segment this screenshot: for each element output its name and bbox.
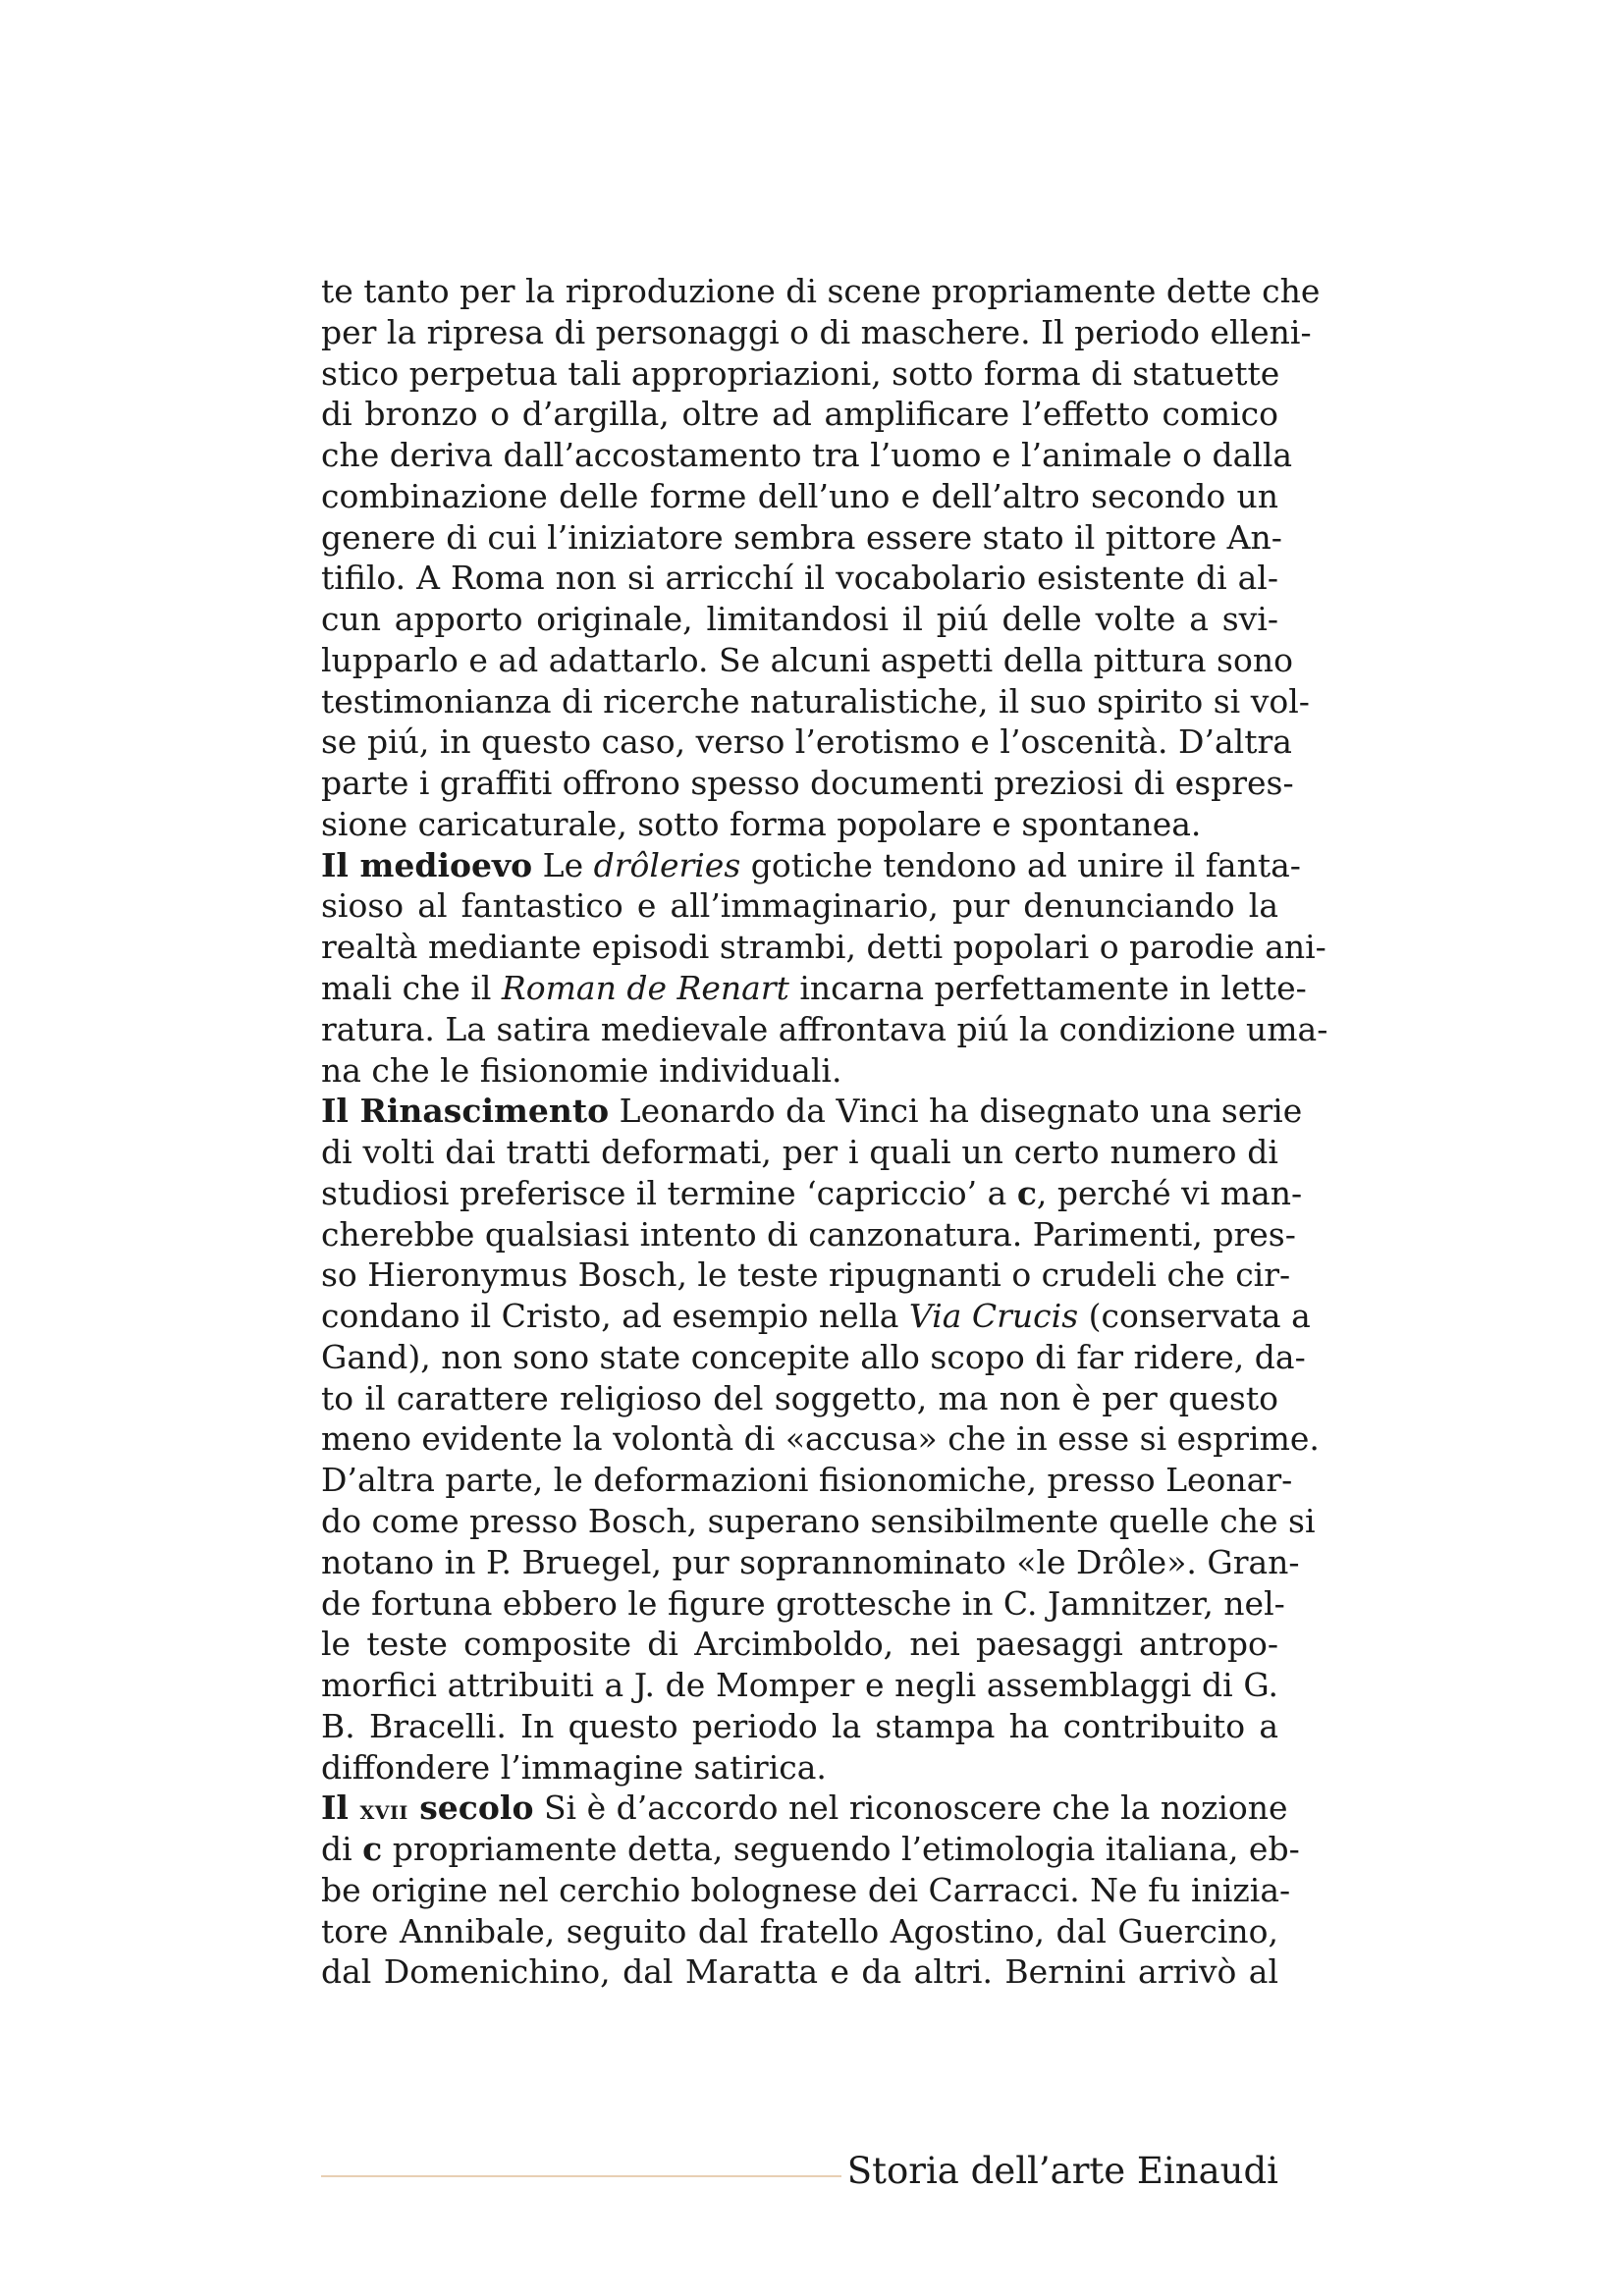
section-heading: Il	[321, 1789, 360, 1828]
text-line	[321, 1296, 1311, 1337]
text-line	[321, 1091, 1303, 1132]
text-line	[321, 517, 1282, 559]
text-line	[321, 1378, 1278, 1419]
text-run: be origine nel cerchio bolognese dei Carracci. Ne fu inizia-	[321, 1870, 1291, 1909]
text-line	[321, 1501, 1316, 1542]
text-line	[321, 968, 1307, 1009]
text-run: propriamente detta, seguendo l’etimologia italiana, eb-	[382, 1830, 1300, 1869]
text-line	[321, 1132, 1278, 1173]
text-run: to il carattere religioso del soggetto, ma non è per questo	[321, 1378, 1278, 1417]
text-run: condano il Cristo, ad esempio nella	[321, 1297, 909, 1336]
italic-title: Roman de Renart	[501, 969, 789, 1008]
text-run: cherebbe qualsiasi intento di canzonatura. Parimenti, pres-	[321, 1214, 1296, 1254]
text-run: studiosi preferisce il termine ‘capriccio’ a	[321, 1173, 1017, 1212]
text-line	[321, 1255, 1291, 1296]
text-line	[321, 1542, 1300, 1583]
italic-title: drôleries	[593, 845, 741, 884]
text-line	[321, 1418, 1320, 1460]
text-line	[321, 1214, 1296, 1255]
text-run: stico perpetua tali appropriazioni, sotto forma di statuette	[321, 353, 1280, 393]
text-run: , perché vi man-	[1036, 1173, 1303, 1212]
text-run: mali che il	[321, 969, 502, 1008]
text-run: Leonardo da Vinci ha disegnato una serie	[609, 1092, 1303, 1131]
text-run: Le	[532, 845, 594, 884]
text-run: per la ripresa di personaggi o di maschere. Il periodo elleni-	[321, 312, 1312, 351]
text-run: tore Annibale, seguito dal fratello Agostino, dal Guercino,	[321, 1911, 1278, 1950]
text-line	[321, 721, 1292, 763]
text-run: gotiche tendono ad unire il fanta-	[740, 845, 1301, 884]
text-line	[321, 476, 1278, 517]
text-line	[321, 1870, 1291, 1911]
text-run: cun apporto originale, limitandosi il piú delle volte a svi-	[321, 600, 1278, 639]
text-run: genere di cui l’iniziatore sembra essere stato il pittore An-	[321, 517, 1282, 557]
text-run: se piú, in questo caso, verso l’erotismo e l’oscenità. D’altra	[321, 722, 1292, 762]
section-heading: secolo	[407, 1789, 534, 1828]
text-line	[321, 845, 1301, 886]
text-line	[321, 1788, 1288, 1829]
text-line	[321, 1747, 1278, 1789]
text-run: notano in P. Bruegel, pur soprannominato «le Drôle». Gran-	[321, 1542, 1300, 1581]
text-line	[321, 1911, 1278, 1952]
text-line	[321, 1050, 1278, 1092]
text-run: morfici attribuiti a J. de Momper e negli assemblaggi di G.	[321, 1666, 1278, 1705]
text-run: sione caricaturale, sotto forma popolare e spontanea.	[321, 804, 1202, 843]
text-line	[321, 435, 1293, 476]
text-line	[321, 353, 1278, 395]
text-line	[321, 763, 1294, 804]
text-line	[321, 681, 1310, 722]
text-run: diffondere l’immagine satirica.	[321, 1747, 827, 1787]
text-run: parte i graffiti offrono spesso documenti preziosi di espres-	[321, 764, 1294, 803]
text-line	[321, 640, 1293, 681]
text-run: te tanto per la riproduzione di scene propriamente dette che	[321, 272, 1321, 310]
text-line	[321, 271, 1321, 312]
text-run: B. Bracelli. In questo periodo la stampa ha contribuito a	[321, 1706, 1278, 1745]
text-line	[321, 599, 1278, 640]
text-run: ratura. La satira medievale affrontava piú la condizione uma-	[321, 1009, 1328, 1048]
text-run: sioso al fantastico e all’immaginario, pur denunciando la	[321, 886, 1278, 926]
text-line	[321, 558, 1278, 599]
text-run: realtà mediante episodi strambi, detti popolari o parodie ani-	[321, 928, 1326, 967]
section-heading: xvii	[359, 1795, 408, 1827]
section-heading: Il Rinascimento	[321, 1092, 610, 1131]
text-line	[321, 1173, 1303, 1214]
text-run: do come presso Bosch, superano sensibilmente quelle che si	[321, 1501, 1316, 1540]
text-run: combinazione delle forme dell’uno e dell’altro secondo un	[321, 476, 1278, 515]
text-line	[321, 804, 1278, 845]
section-heading: Il medioevo	[321, 845, 533, 884]
text-run: le teste composite di Arcimboldo, nei paesaggi antropo-	[321, 1625, 1278, 1664]
text-run: lupparlo e ad adattarlo. Se alcuni aspetti della pittura sono	[321, 640, 1293, 679]
text-run: tifilo. A Roma non si arricchí il vocabolario esistente di al-	[321, 559, 1278, 598]
text-line	[321, 1460, 1293, 1501]
text-run: na che le fisionomie individuali.	[321, 1050, 842, 1090]
text-run: di volti dai tratti deformati, per i quali un certo numero di	[321, 1133, 1278, 1172]
text-line	[321, 885, 1278, 927]
text-line	[321, 1951, 1278, 1993]
text-line	[321, 1009, 1328, 1050]
body-text	[321, 271, 1328, 1993]
text-line	[321, 1624, 1278, 1665]
footer-rule	[321, 2175, 841, 2177]
section-heading: c	[362, 1830, 383, 1869]
text-line	[321, 312, 1312, 353]
text-line	[321, 1665, 1278, 1706]
text-run: D’altra parte, le deformazioni fisionomiche, presso Leonar-	[321, 1461, 1293, 1500]
text-line	[321, 1583, 1285, 1625]
text-run: meno evidente la volontà di «accusa» che in esse si esprime.	[321, 1419, 1320, 1459]
text-run: incarna perfettamente in lette-	[788, 969, 1307, 1008]
text-run: testimonianza di ricerche naturalistiche, il suo spirito si vol-	[321, 681, 1310, 721]
text-run: (conservata a	[1078, 1297, 1311, 1336]
footer-title: Storia dell’arte Einaudi	[846, 2150, 1278, 2192]
text-run: Si è d’accordo nel riconoscere che la nozione	[533, 1789, 1288, 1828]
text-run: che deriva dall’accostamento tra l’uomo e l’animale o dalla	[321, 436, 1293, 475]
text-run: Gand), non sono state concepite allo scopo di far ridere, da-	[321, 1337, 1306, 1376]
italic-title: Via Crucis	[908, 1297, 1079, 1336]
text-run: di bronzo o d’argilla, oltre ad amplificare l’effetto comico	[321, 395, 1278, 434]
text-line	[321, 1337, 1306, 1378]
text-line	[321, 927, 1326, 968]
text-run: de fortuna ebbero le figure grottesche in C. Jamnitzer, nel-	[321, 1583, 1285, 1623]
text-line	[321, 1706, 1278, 1747]
text-run: dal Domenichino, dal Maratta e da altri. Bernini arrivò al	[321, 1952, 1278, 1992]
text-run: so Hieronymus Bosch, le teste ripugnanti o crudeli che cir-	[321, 1255, 1291, 1295]
text-line	[321, 1829, 1300, 1870]
text-line	[321, 394, 1278, 435]
text-run: di	[321, 1830, 363, 1869]
section-heading: c	[1016, 1173, 1037, 1212]
